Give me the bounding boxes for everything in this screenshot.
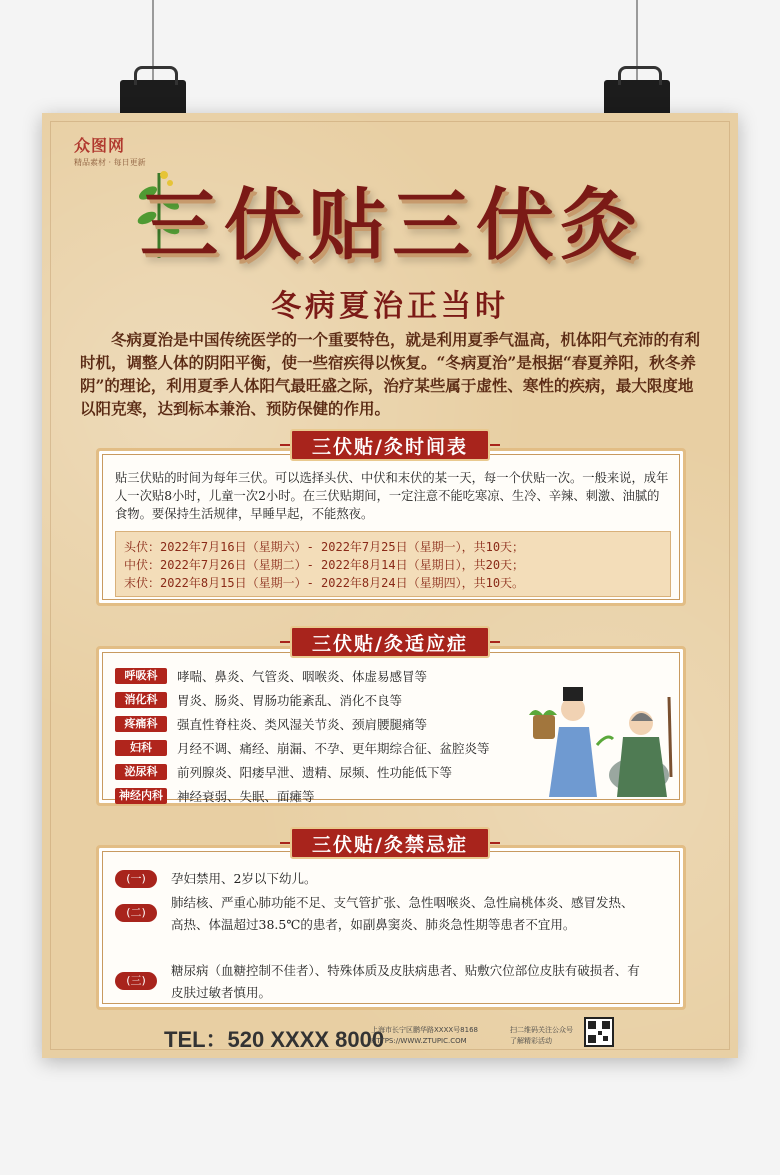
contraindication-item	[115, 868, 641, 890]
indication-tag: 妇科	[115, 740, 167, 756]
schedule-card	[96, 448, 686, 606]
qr-code-icon[interactable]	[584, 1017, 614, 1047]
footer-website[interactable]: HTTPS://WWW.ZTUPIC.COM	[371, 1037, 467, 1045]
indication-text: 月经不调、痛经、崩漏、不孕、更年期综合征、盆腔炎等	[177, 741, 490, 756]
intro-paragraph: 冬病夏治是中国传统医学的一个重要特色，就是利用夏季气温高，机体阳气充沛的有利时机，调整人体的阴阳平衡，使一些宿疾得以恢复。“冬病夏治”是根据“春夏养阳，秋冬养阴”的理论，利用夏季人体阳气最旺盛之际，治疗某些属于虚性、寒性的疾病，最大限度地以阳克寒，达到标本兼治、预防保健的作用。	[80, 330, 701, 418]
footer-scan-block	[510, 1025, 573, 1047]
date-row-first: 头伏：2022年7月16日（星期六）- 2022年7月25日（星期一），共10天；	[124, 540, 525, 554]
schedule-dates	[115, 531, 671, 597]
contraindication-text: 糖尿病（血糖控制不佳者）、特殊体质及皮肤病患者、贴敷穴位部位皮肤有破损者、有皮肤过敏者慎用。	[171, 963, 640, 1000]
contraindication-text: 肺结核、严重心肺功能不足、支气管扩张、急性咽喉炎、急性扁桃体炎、感冒发热、高热、体温超过38.5℃的患者，如副鼻窦炎、肺炎急性期等患者不宜用。	[171, 895, 634, 932]
contraindication-tag: (二)	[115, 904, 157, 922]
logo-text: 众图网	[74, 136, 126, 155]
scan-line-1: 扫二维码关注公众号	[510, 1026, 573, 1034]
contraindications-section-title: 三伏贴/灸禁忌症	[290, 827, 490, 859]
contraindication-tag: (三)	[115, 972, 157, 990]
scan-line-2: 了解精彩活动	[510, 1037, 552, 1045]
contraindication-text: 孕妇禁用、2岁以下幼儿。	[171, 871, 317, 886]
indication-text: 胃炎、肠炎、胃肠功能紊乱、消化不良等	[177, 693, 403, 708]
logo-subtext: 精品素材 · 每日更新	[74, 158, 146, 167]
doctor-patient-illustration	[519, 657, 683, 803]
indication-text: 前列腺炎、阳痿早泄、遗精、尿频、性功能低下等	[177, 765, 453, 780]
poster-subtitle: 冬病夏治正当时	[271, 289, 509, 324]
contraindications-card	[96, 845, 686, 1010]
schedule-text: 贴三伏贴的时间为每年三伏。可以选择头伏、中伏和末伏的某一天，每一个伏贴一次。一般来说，成年人一次贴8小时，儿童一次2小时。在三伏贴期间，一定注意不能吃寒凉、生冷、辛辣、刺激、油腻的食物。要保持生活规律，早睡早起，不能熬夜。	[115, 471, 669, 521]
indication-tag: 泌尿科	[115, 764, 167, 780]
indication-row	[115, 763, 452, 781]
indication-row	[115, 691, 402, 709]
indication-text: 神经衰弱、失眠、面瘫等	[177, 789, 315, 804]
indication-text: 强直性脊柱炎、类风湿关节炎、颈肩腰腿痛等	[177, 717, 428, 732]
poster	[42, 113, 738, 1058]
indication-tag: 呼吸科	[115, 668, 167, 684]
indication-row	[115, 739, 490, 757]
footer-address-block	[371, 1025, 478, 1047]
indication-row	[115, 667, 427, 685]
indications-section-title: 三伏贴/灸适应症	[290, 626, 490, 658]
date-row-middle: 中伏：2022年7月26日（星期二）- 2022年8月14日（星期日），共20天；	[124, 558, 525, 572]
schedule-section-title: 三伏贴/灸时间表	[290, 429, 490, 461]
indication-tag: 消化科	[115, 692, 167, 708]
poster-title: 三伏贴三伏灸	[139, 180, 644, 271]
contraindication-tag: (一)	[115, 870, 157, 888]
contraindication-item	[115, 892, 641, 936]
indication-tag: 疼痛科	[115, 716, 167, 732]
indication-row	[115, 787, 315, 805]
footer-address: 上海市长宁区鹏华路XXXX号8168	[371, 1026, 478, 1034]
date-row-last: 末伏：2022年8月15日（星期一）- 2022年8月24日（星期四），共10天。	[124, 576, 525, 590]
indication-row	[115, 715, 427, 733]
indication-text: 哮喘、鼻炎、气管炎、咽喉炎、体虚易感冒等	[177, 669, 428, 684]
indications-card	[96, 646, 686, 806]
contraindication-item	[115, 960, 641, 1004]
indication-tag: 神经内科	[115, 788, 167, 804]
contact-phone: TEL：520 XXXX 8000	[164, 1027, 385, 1052]
